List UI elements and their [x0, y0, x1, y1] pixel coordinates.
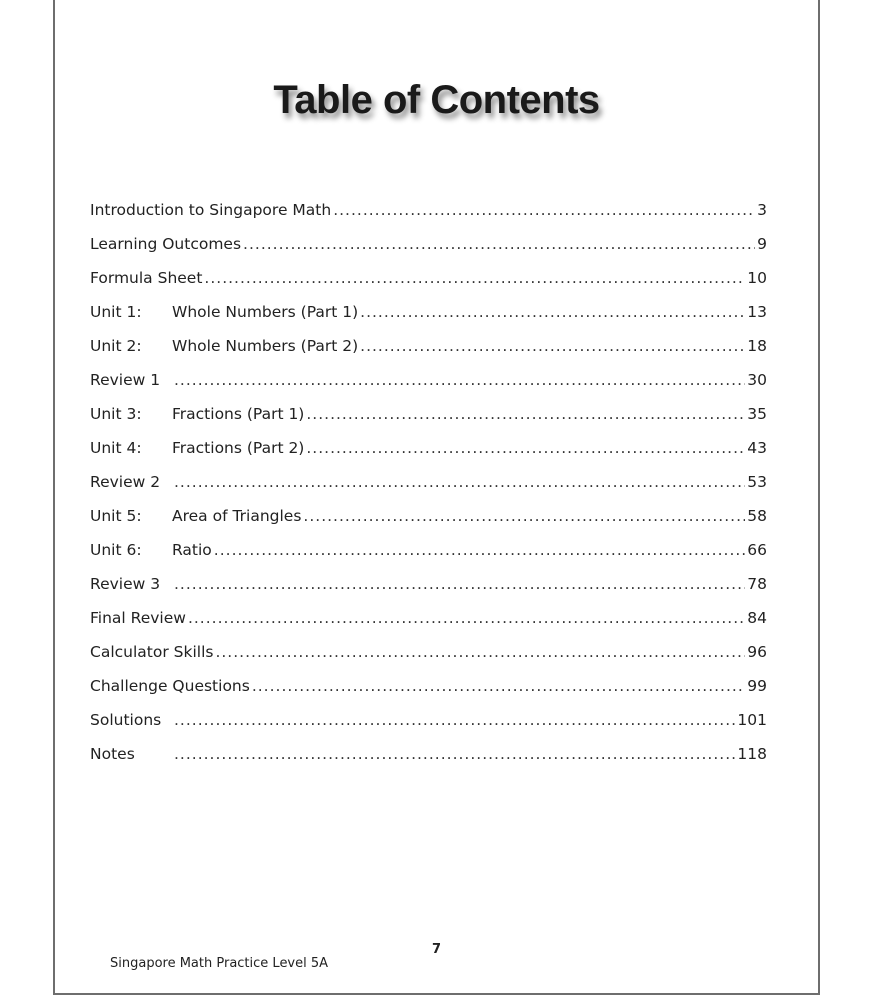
toc-entry	[90, 473, 767, 507]
toc-entry-page: 35	[747, 405, 767, 423]
toc-entry	[90, 235, 767, 269]
dot-leader	[174, 745, 735, 763]
toc-entry	[90, 201, 767, 235]
page-title: Table of Contents	[273, 78, 600, 122]
toc-entry-page: 66	[747, 541, 767, 559]
toc-entry-title: Final Review	[90, 609, 186, 627]
toc-entry-label: Unit 6:	[90, 541, 142, 559]
toc-entry-label: Solutions	[90, 711, 162, 729]
toc-entry-title: Introduction to Singapore Math	[90, 201, 332, 219]
dot-leader	[306, 405, 745, 423]
toc-entry	[90, 303, 767, 337]
toc-entry-page: 18	[747, 337, 767, 355]
toc-entry-title: Learning Outcomes	[90, 235, 242, 253]
toc-entry-title: Calculator Skills	[90, 643, 214, 661]
dot-leader	[174, 575, 745, 593]
dot-leader	[306, 439, 745, 457]
toc-entry-label: Unit 4:	[90, 439, 142, 457]
dot-leader	[214, 541, 745, 559]
toc-entry	[90, 371, 767, 405]
toc-entry-label: Unit 5:	[90, 507, 142, 525]
toc-entry-label: Unit 3:	[90, 405, 142, 423]
dot-leader	[215, 643, 745, 661]
toc-entry-page: 101	[737, 711, 767, 729]
toc-entry-page: 84	[747, 609, 767, 627]
toc-entry	[90, 541, 767, 575]
toc-entry-page: 10	[747, 269, 767, 287]
toc-entry	[90, 575, 767, 609]
toc-entry-page: 96	[747, 643, 767, 661]
dot-leader	[252, 677, 745, 695]
toc-entry-label: Unit 2:	[90, 337, 142, 355]
dot-leader	[360, 337, 745, 355]
toc-entry-label: Review 3	[90, 575, 161, 593]
dot-leader	[333, 201, 755, 219]
dot-leader	[243, 235, 755, 253]
dot-leader	[174, 371, 745, 389]
toc-list	[90, 201, 767, 779]
dot-leader	[360, 303, 745, 321]
page-number: 7	[431, 942, 442, 957]
toc-entry	[90, 507, 767, 541]
toc-entry-title: Challenge Questions	[90, 677, 250, 695]
toc-entry	[90, 405, 767, 439]
toc-entry-page: 9	[757, 235, 767, 253]
document-page	[53, 0, 820, 995]
toc-entry-title: Whole Numbers (Part 1)	[172, 303, 359, 321]
dot-leader	[174, 473, 745, 491]
toc-entry	[90, 269, 767, 303]
toc-entry-page: 118	[737, 745, 767, 763]
toc-entry	[90, 677, 767, 711]
toc-entry-label: Review 2	[90, 473, 161, 491]
toc-entry-page: 43	[747, 439, 767, 457]
toc-entry-page: 30	[747, 371, 767, 389]
toc-entry-title: Area of Triangles	[172, 507, 302, 525]
toc-entry-title: Fractions (Part 2)	[172, 439, 305, 457]
toc-entry-page: 3	[757, 201, 767, 219]
toc-entry	[90, 745, 767, 779]
toc-entry-label: Unit 1:	[90, 303, 142, 321]
toc-entry	[90, 337, 767, 371]
toc-entry-label: Notes	[90, 745, 135, 763]
dot-leader	[204, 269, 745, 287]
toc-entry-title: Fractions (Part 1)	[172, 405, 305, 423]
toc-entry-page: 78	[747, 575, 767, 593]
dot-leader	[303, 507, 745, 525]
toc-entry-label: Review 1	[90, 371, 161, 389]
toc-entry	[90, 609, 767, 643]
toc-entry-title: Whole Numbers (Part 2)	[172, 337, 359, 355]
toc-entry-title: Formula Sheet	[90, 269, 203, 287]
toc-entry	[90, 711, 767, 745]
toc-entry	[90, 643, 767, 677]
footer-text: Singapore Math Practice Level 5A	[110, 956, 329, 971]
toc-entry-page: 13	[747, 303, 767, 321]
toc-entry-page: 53	[747, 473, 767, 491]
toc-entry-title: Ratio	[172, 541, 212, 559]
toc-entry-page: 58	[747, 507, 767, 525]
toc-entry	[90, 439, 767, 473]
toc-entry-page: 99	[747, 677, 767, 695]
dot-leader	[188, 609, 745, 627]
dot-leader	[174, 711, 735, 729]
